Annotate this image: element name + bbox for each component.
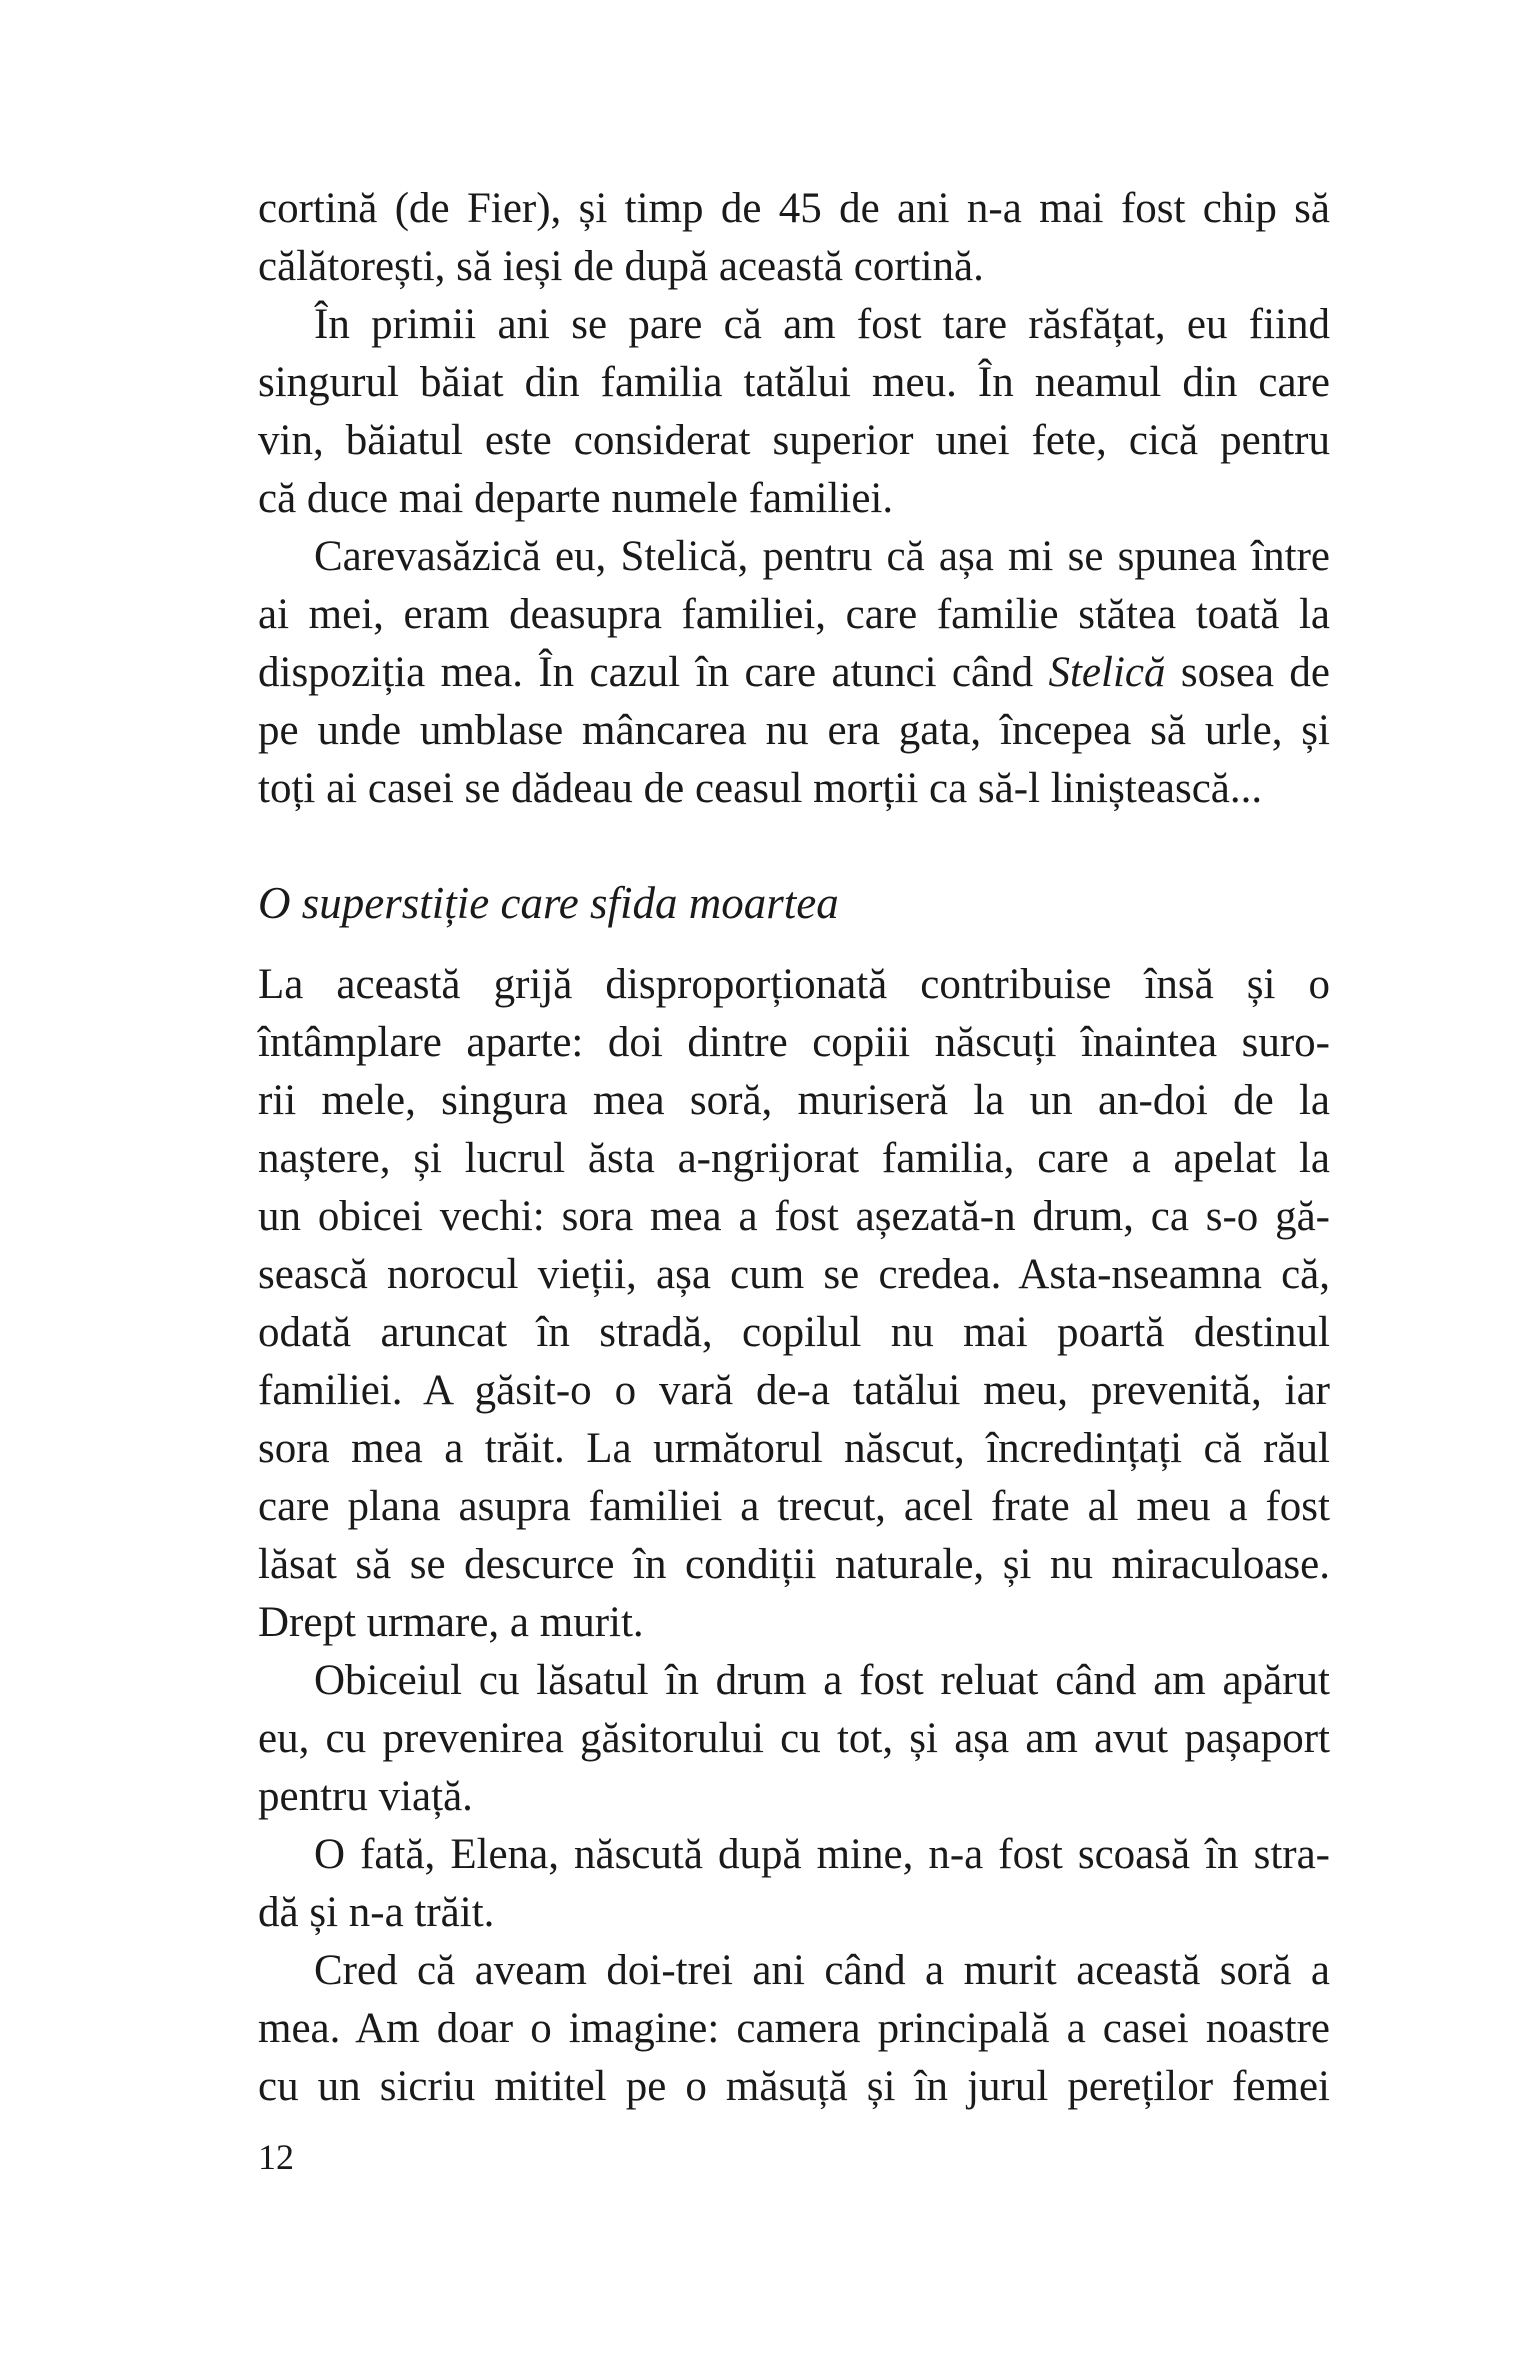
text-column: [258, 180, 1330, 2116]
text-line: că duce mai departe numele familiei.: [258, 475, 894, 522]
paragraph: [258, 1942, 1330, 2116]
text-line: Drept urmare, a murit.: [258, 1599, 644, 1646]
paragraph: [258, 1826, 1330, 1942]
text-line: naștere, și lucrul ăsta a-ngrijorat familia, care a apelat la: [258, 1135, 1330, 1182]
text-line: Obiceiul cu lăsatul în drum a fost reluat când am apărut: [314, 1657, 1330, 1704]
text-line: ai mei, eram deasupra familiei, care familie stătea toată la: [258, 591, 1330, 638]
text-line: cu un sicriu mititel pe o măsuță și în jurul pereților femei: [258, 2063, 1330, 2110]
paragraph: [258, 1652, 1330, 1826]
text-line: cortină (de Fier), și timp de 45 de ani n-a mai fost chip să: [258, 185, 1330, 232]
text-segment: sosea de: [1165, 649, 1330, 696]
text-line: pentru viață.: [258, 1773, 473, 1820]
paragraph: [258, 296, 1330, 528]
text-line: La această grijă disproporționată contribuise însă și o: [258, 961, 1330, 1008]
page-number: 12: [258, 2137, 294, 2177]
text-line: [258, 644, 1330, 702]
paragraph: [258, 528, 1330, 818]
text-line: eu, cu prevenirea găsitorului cu tot, și așa am avut pașaport: [258, 1715, 1330, 1762]
text-line: familiei. A găsit-o o vară de-a tatălui meu, prevenită, iar: [258, 1367, 1330, 1414]
text-line: dă și n-a trăit.: [258, 1889, 495, 1936]
text-line: Carevasăzică eu, Stelică, pentru că așa mi se spunea între: [314, 533, 1330, 580]
text-line: care plana asupra familiei a trecut, acel frate al meu a fost: [258, 1483, 1330, 1530]
text-line: singurul băiat din familia tatălui meu. În neamul din care: [258, 359, 1330, 406]
paragraph: [258, 956, 1330, 1652]
italic-term: Stelică: [1048, 649, 1166, 696]
text-line: Cred că aveam doi-trei ani când a murit această soră a: [314, 1947, 1330, 1994]
text-line: călătorești, să ieși de după această cortină.: [258, 243, 984, 290]
text-line: În primii ani se pare că am fost tare răsfățat, eu fiind: [314, 301, 1330, 348]
text-line: întâmplare aparte: doi dintre copiii născuți înaintea suro-: [258, 1019, 1330, 1066]
text-segment: dispoziția mea. În cazul în care atunci când: [258, 649, 1049, 696]
text-line: sească norocul vieții, așa cum se credea. Asta-nseamna că,: [258, 1251, 1330, 1298]
text-line: toți ai casei se dădeau de ceasul morții ca să-l liniștească...: [258, 765, 1263, 812]
text-line: lăsat să se descurce în condiții naturale, și nu miraculoase.: [258, 1541, 1330, 1588]
text-line: odată aruncat în stradă, copilul nu mai poartă destinul: [258, 1309, 1330, 1356]
paragraph: [258, 180, 1330, 296]
text-line: un obicei vechi: sora mea a fost așezată-n drum, ca s-o gă-: [258, 1193, 1330, 1240]
text-line: rii mele, singura mea soră, muriseră la un an-doi de la: [258, 1077, 1330, 1124]
section-heading: O superstiție care sfida moartea: [258, 878, 839, 928]
text-line: O fată, Elena, născută după mine, n-a fost scoasă în stra-: [314, 1831, 1330, 1878]
text-line: mea. Am doar o imagine: camera principală a casei noastre: [258, 2005, 1330, 2052]
text-line: vin, băiatul este considerat superior unei fete, cică pentru: [258, 417, 1330, 464]
text-line: sora mea a trăit. La următorul născut, încredințați că răul: [258, 1425, 1330, 1472]
text-line: pe unde umblase mâncarea nu era gata, începea să urle, și: [258, 707, 1330, 754]
